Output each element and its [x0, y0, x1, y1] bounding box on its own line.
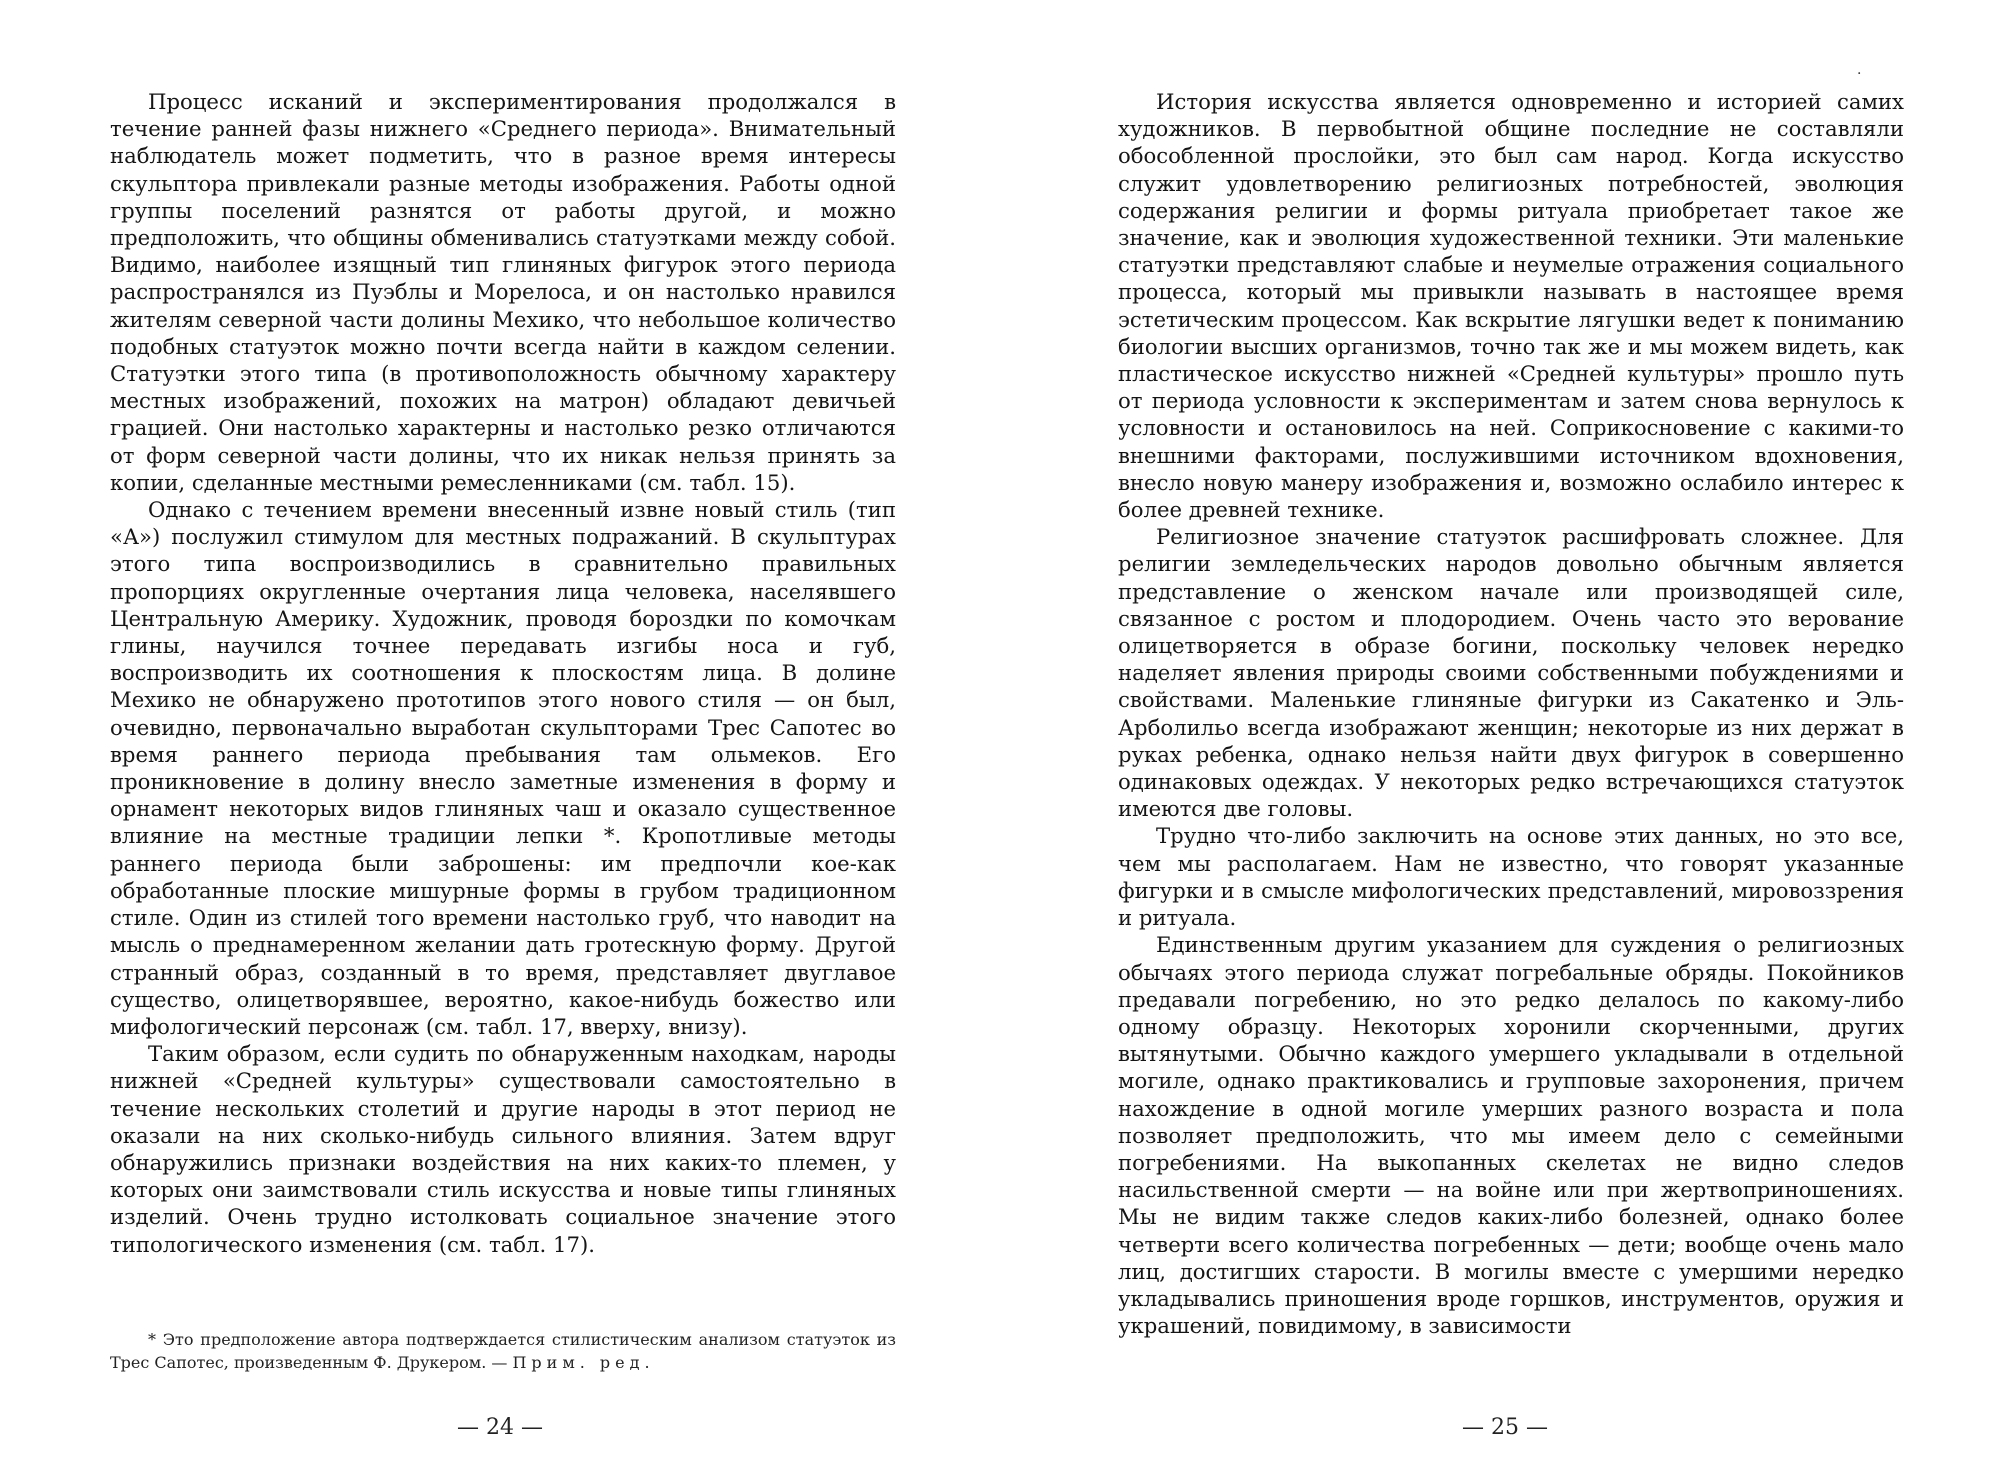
paragraph: Таким образом, если судить по обнаруженным находкам, народы нижней «Средней культуры» существовали самостоятельно в течение нескольких столетий и другие народы в этот период не оказали на них сколько-нибудь сильного влияния. Затем вдруг обнаружились признаки воздействия на них каких-то племен, у которых они заимствовали стиль искусства и новые типы глиняных изделий. Очень трудно истолковать социальное значение этого типологического изменения (см. табл. 17).	[110, 1041, 896, 1257]
page-number-right: — 25 —	[1462, 1415, 1548, 1440]
left-page	[110, 88, 896, 1258]
right-page	[1118, 88, 1904, 1339]
print-mark: ·	[1857, 66, 1862, 82]
page-number-left: — 24 —	[457, 1415, 543, 1440]
paragraph: Единственным другим указанием для суждения о религиозных обычаях этого периода служат погребальные обряды. Покойников предавали погребению, но это редко делалось по какому-либо одному образцу. Некоторых хоронили скорченными, других вытянутыми. Обычно каждого умершего укладывали в отдельной могиле, однако практиковались и групповые захоронения, причем нахождение в одной могиле умерших разного возраста и пола позволяет предположить, что мы имеем дело с семейными погребениями. На выкопанных скелетах не видно следов насильственной смерти — на войне или при жертвоприношениях. Мы не видим также следов каких-либо болезней, однако более четверти всего количества погребенных — дети; вообще очень мало лиц, достигших старости. В могилы вместе с умершими нередко укладывались приношения вроде горшков, инструментов, оружия и украшений, повидимому, в зависимости	[1118, 932, 1904, 1339]
footnote-text: * Это предположение автора подтверждается стилистическим анализом статуэток из Трес Сапотес, произведенным Ф. Друкером. —	[110, 1330, 896, 1372]
paragraph: Однако с течением времени внесенный извне новый стиль (тип «А») послужил стимулом для местных подражаний. В скульптурах этого типа воспроизводились в сравнительно правильных пропорциях округленные очертания лица человека, населявшего Центральную Америку. Художник, проводя бороздки по комочкам глины, научился точнее передавать изгибы носа и губ, воспроизводить их соотношения к плоскостям лица. В долине Мехико не обнаружено прототипов этого нового стиля — он был, очевидно, первоначально выработан скульпторами Трес Сапотес во время раннего периода пребывания там ольмеков. Его проникновение в долину внесло заметные изменения в форму и орнамент некоторых видов глиняных чаш и оказало существенное влияние на местные традиции лепки *. Кропотливые методы раннего периода были заброшены: им предпочли кое-как обработанные плоские мишурные формы в грубом традиционном стиле. Один из стилей того времени настолько груб, что наводит на мысль о преднамеренном желании дать гротескную форму. Другой странный образ, созданный в то время, представляет двуглавое существо, олицетворявшее, вероятно, какое-нибудь божество или мифологический персонаж (см. табл. 17, вверху, внизу).	[110, 497, 896, 1039]
paragraph: Религиозное значение статуэток расшифровать сложнее. Для религии земледельческих народов довольно обычным является представление о женском начале или производящей силе, связанное с ростом и плодородием. Очень часто это верование олицетворяется в образе богини, поскольку человек нередко наделяет явления природы своими собственными побуждениями и свойствами. Маленькие глиняные фигурки из Сакатенко и Эль-Арболильо всегда изображают женщин; некоторые из них держат в руках ребенка, однако нельзя найти двух фигурок в совершенно одинаковых одеждах. У некоторых редко встречающихся статуэток имеются две головы.	[1118, 524, 1904, 822]
paragraph: Процесс исканий и экспериментирования продолжался в течение ранней фазы нижнего «Среднего периода». Внимательный наблюдатель может подметить, что в разное время интересы скульптора привлекали разные методы изображения. Работы одной группы поселений разнятся от работы другой, и можно предположить, что общины обменивались статуэтками между собой. Видимо, наиболее изящный тип глиняных фигурок этого периода распространялся из Пуэблы и Морелоса, и он настолько нравился жителям северной части долины Мехико, что небольшое количество подобных статуэток можно почти всегда найти в каждом селении. Статуэтки этого типа (в противоположность обычному характеру местных изображений, похожих на матрон) обладают девичьей грацией. Они настолько характерны и настолько резко отличаются от форм северной части долины, что их никак нельзя принять за копии, сделанные местными ремесленниками (см. табл. 15).	[110, 89, 896, 495]
paragraph: Трудно что-либо заключить на основе этих данных, но это все, чем мы располагаем. Нам не известно, что говорят указанные фигурки и в смысле мифологических представлений, мировоззрения и ритуала.	[1118, 823, 1904, 931]
paragraph: История искусства является одновременно и историей самих художников. В первобытной общине последние не составляли обособленной прослойки, это был сам народ. Когда искусство служит удовлетворению религиозных потребностей, эволюция содержания религии и формы ритуала приобретает такое же значение, как и эволюция художественной техники. Эти маленькие статуэтки представляют слабые и неумелые отражения социального процесса, который мы привыкли называть в настоящее время эстетическим процессом. Как вскрытие лягушки ведет к пониманию биологии высших организмов, точно так же и мы можем видеть, как пластическое искусство нижней «Средней культуры» прошло путь от периода условности к экспериментам и затем снова вернулось к условности и остановилось на ней. Соприкосновение с какими-то внешними факторами, послужившими источником вдохновения, внесло новую манеру изображения и, возможно ослабило интерес к более древней технике.	[1118, 89, 1904, 523]
footnote-signature: Прим. ред.	[512, 1353, 655, 1372]
footnote	[110, 1328, 896, 1374]
